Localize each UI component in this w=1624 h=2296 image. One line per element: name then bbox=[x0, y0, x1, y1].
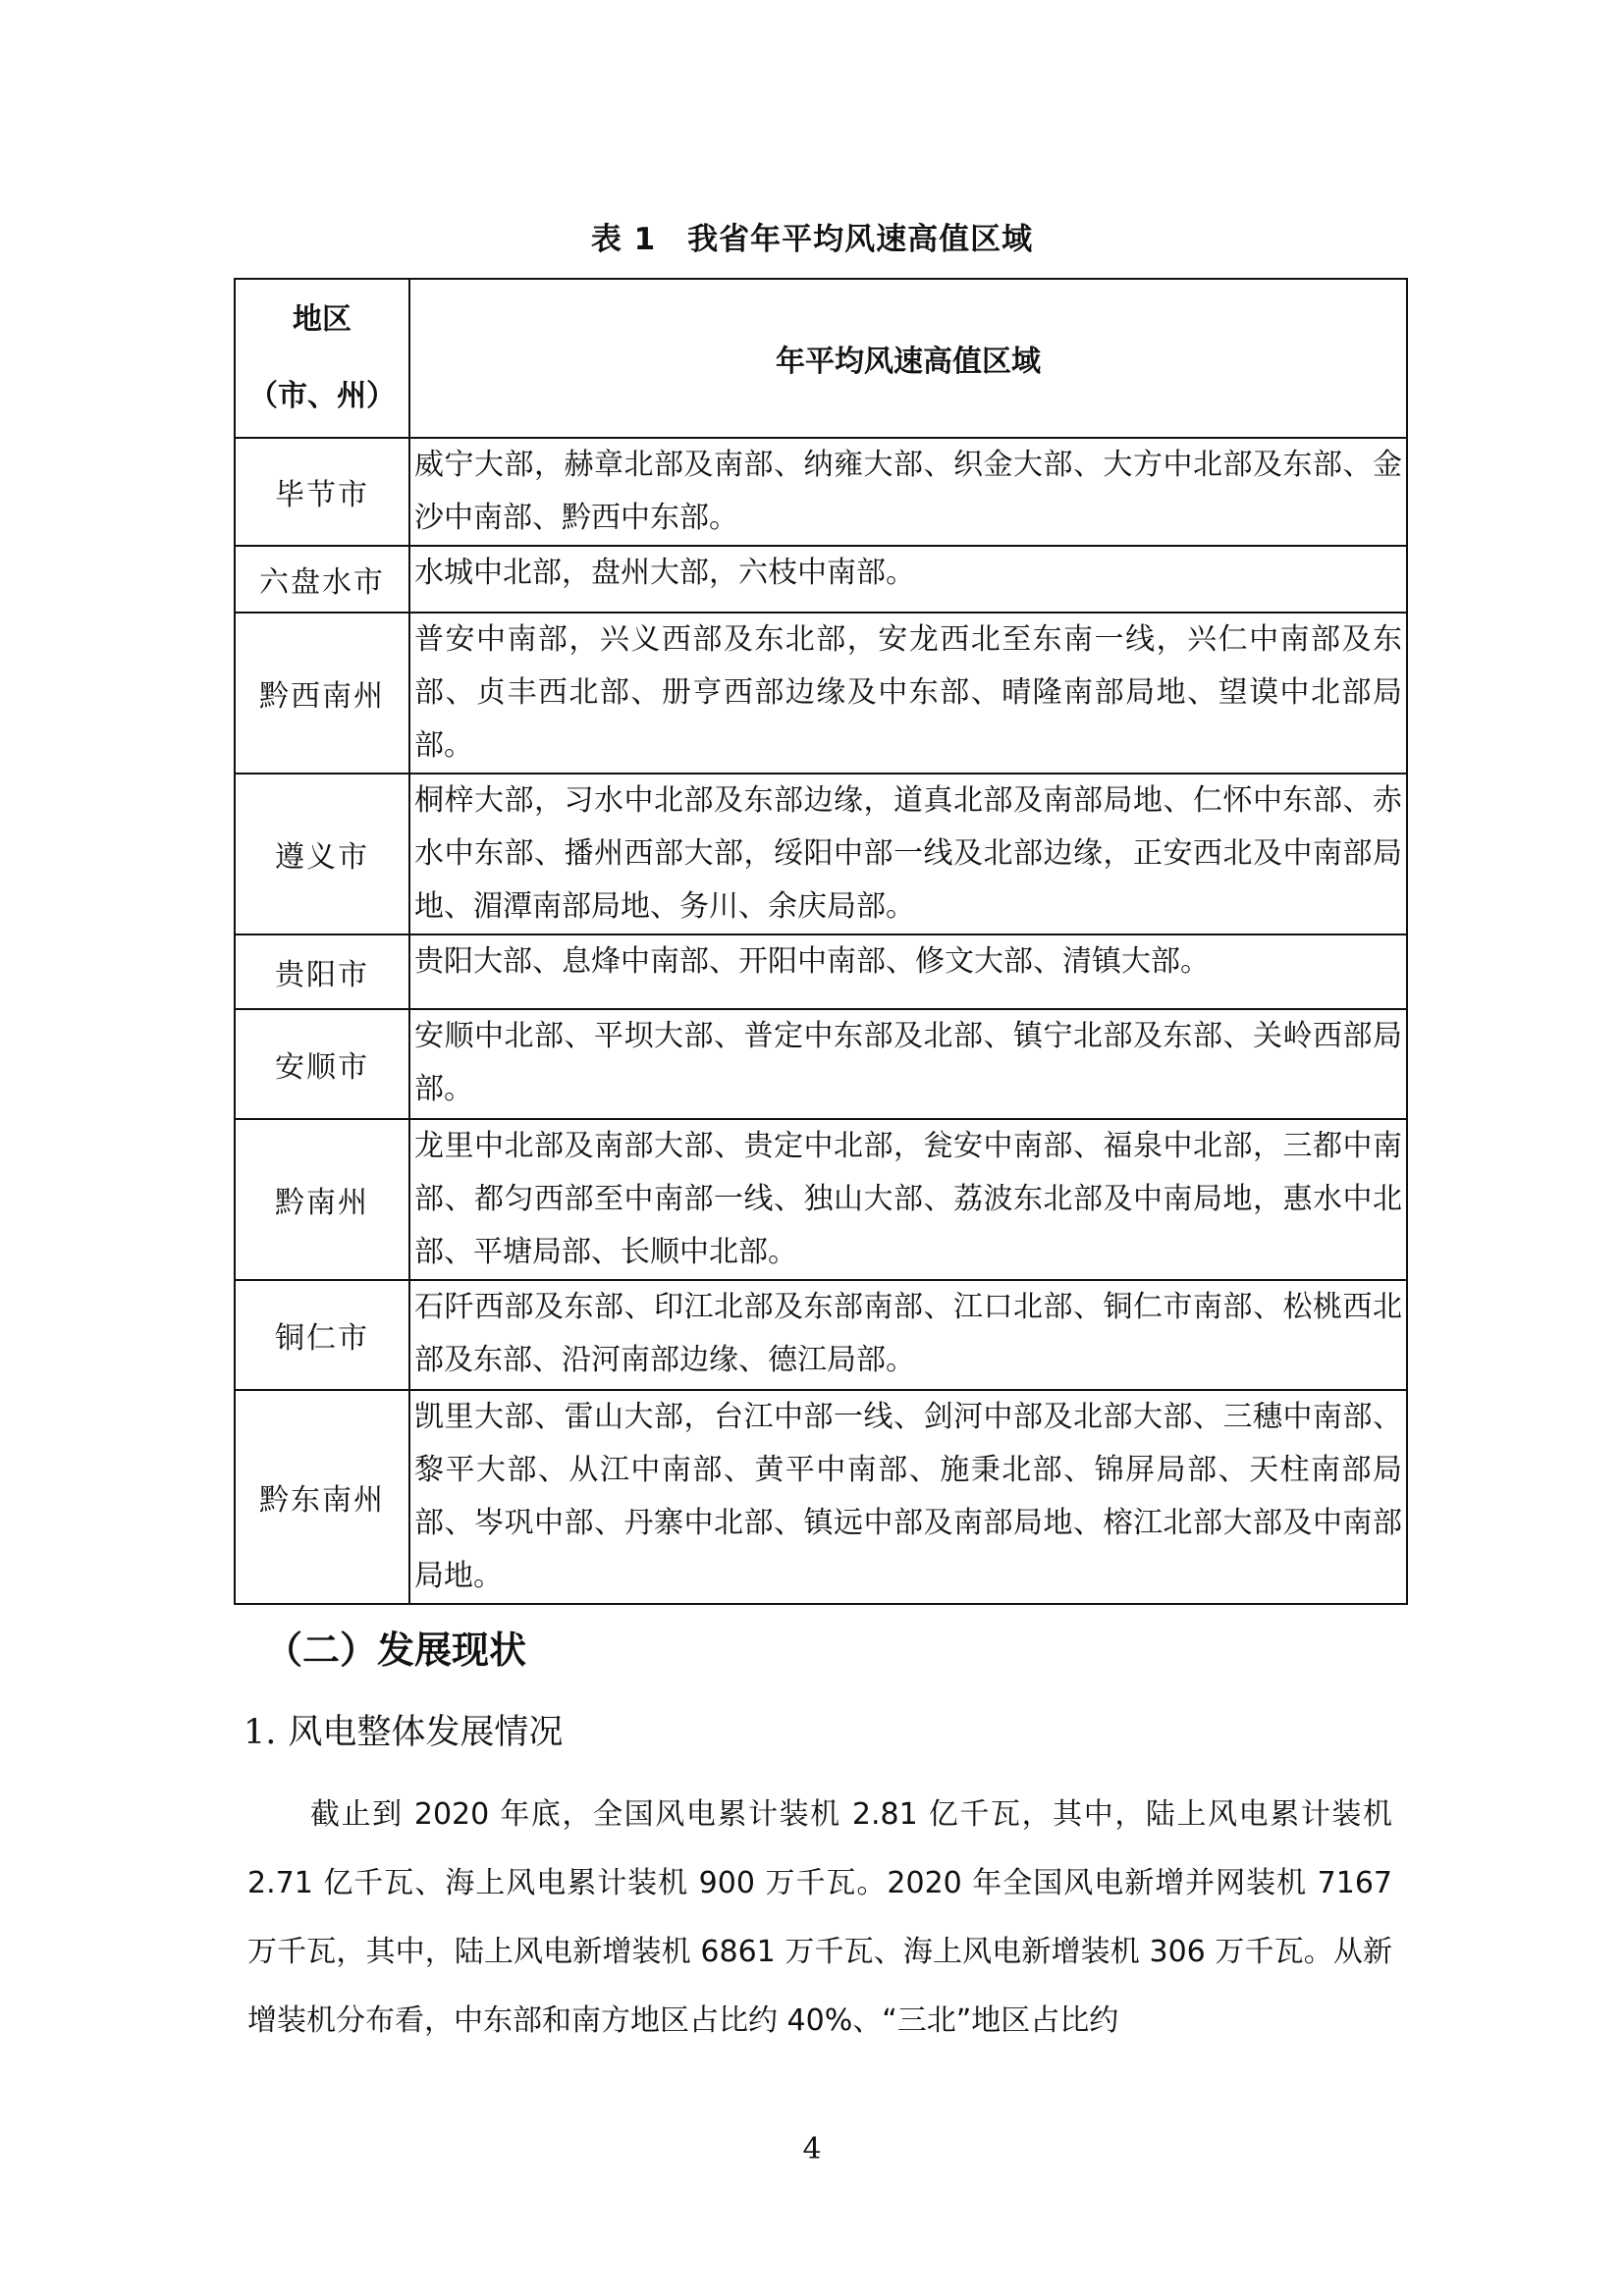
region-cell: 六盘水市 bbox=[235, 546, 409, 613]
page-number: 4 bbox=[802, 2132, 822, 2166]
region-cell: 黔东南州 bbox=[235, 1390, 409, 1604]
areas-cell: 桐梓大部，习水中北部及东部边缘，道真北部及南部局地、仁怀中东部、赤水中东部、播州西部大部，绥阳中部一线及北部边缘，正安西北及中南部局地、湄潭南部局地、务川、余庆局部。 bbox=[409, 774, 1407, 934]
subsection-number: 1. bbox=[244, 1713, 277, 1752]
region-header-line2: （市、州） bbox=[248, 379, 396, 413]
areas-header: 年平均风速高值区域 bbox=[409, 279, 1407, 438]
areas-cell: 贵阳大部、息烽中南部、开阳中南部、修文大部、清镇大部。 bbox=[409, 934, 1407, 1009]
subsection-title: 风电整体发展情况 bbox=[288, 1713, 564, 1752]
table-caption: 表 1 我省年平均风速高值区域 bbox=[590, 222, 1034, 257]
region-cell: 毕节市 bbox=[235, 438, 409, 546]
table-row bbox=[235, 1119, 1407, 1280]
areas-cell: 安顺中北部、平坝大部、普定中东部及北部、镇宁北部及东部、关岭西部局部。 bbox=[409, 1009, 1407, 1119]
areas-cell: 石阡西部及东部、印江北部及东部南部、江口北部、铜仁市南部、松桃西北部及东部、沿河南部边缘、德江局部。 bbox=[409, 1280, 1407, 1390]
region-header-line1: 地区 bbox=[293, 302, 352, 337]
region-header bbox=[235, 279, 409, 438]
areas-cell: 威宁大部，赫章北部及南部、纳雍大部、织金大部、大方中北部及东部、金沙中南部、黔西中东部。 bbox=[409, 438, 1407, 546]
section-heading: （二）发展现状 bbox=[265, 1629, 527, 1672]
table-row bbox=[235, 546, 1407, 613]
table-row bbox=[235, 1390, 1407, 1604]
region-cell: 铜仁市 bbox=[235, 1280, 409, 1390]
table-row bbox=[235, 438, 1407, 546]
region-cell: 遵义市 bbox=[235, 774, 409, 934]
table-header-row bbox=[235, 279, 1407, 438]
table-row bbox=[235, 774, 1407, 934]
region-cell: 黔西南州 bbox=[235, 613, 409, 774]
wind-speed-table bbox=[234, 278, 1408, 1605]
region-cell: 贵阳市 bbox=[235, 934, 409, 1009]
areas-cell: 普安中南部，兴义西部及东北部，安龙西北至东南一线，兴仁中南部及东部、贞丰西北部、册亨西部边缘及中东部、晴隆南部局地、望谟中北部局部。 bbox=[409, 613, 1407, 774]
subsection-heading bbox=[244, 1705, 563, 1754]
body-paragraph: 截止到 2020 年底，全国风电累计装机 2.81 亿千瓦，其中，陆上风电累计装机 2.71 亿千瓦、海上风电累计装机 900 万千瓦。2020 年全国风电新增并网装机 7167 万千瓦，其中，陆上风电新增装机 6861 万千瓦、海上风电新增装机 306 万千瓦。从新增装机分布看，中东部和南方地区占比约 40%、“三北”地区占比约 bbox=[247, 1797, 1392, 2038]
region-cell: 安顺市 bbox=[235, 1009, 409, 1119]
table-row bbox=[235, 1280, 1407, 1390]
table-row bbox=[235, 1009, 1407, 1119]
areas-cell: 凯里大部、雷山大部，台江中部一线、剑河中部及北部大部、三穗中南部、黎平大部、从江中南部、黄平中南部、施秉北部、锦屏局部、天柱南部局部、岑巩中部、丹寨中北部、镇远中部及南部局地、榕江北部大部及中南部局地。 bbox=[409, 1390, 1407, 1604]
areas-cell: 龙里中北部及南部大部、贵定中北部，瓮安中南部、福泉中北部，三都中南部、都匀西部至中南部一线、独山大部、荔波东北部及中南局地，惠水中北部、平塘局部、长顺中北部。 bbox=[409, 1119, 1407, 1280]
areas-cell: 水城中北部，盘州大部，六枝中南部。 bbox=[409, 546, 1407, 613]
table-row bbox=[235, 613, 1407, 774]
table-row bbox=[235, 934, 1407, 1009]
region-cell: 黔南州 bbox=[235, 1119, 409, 1280]
